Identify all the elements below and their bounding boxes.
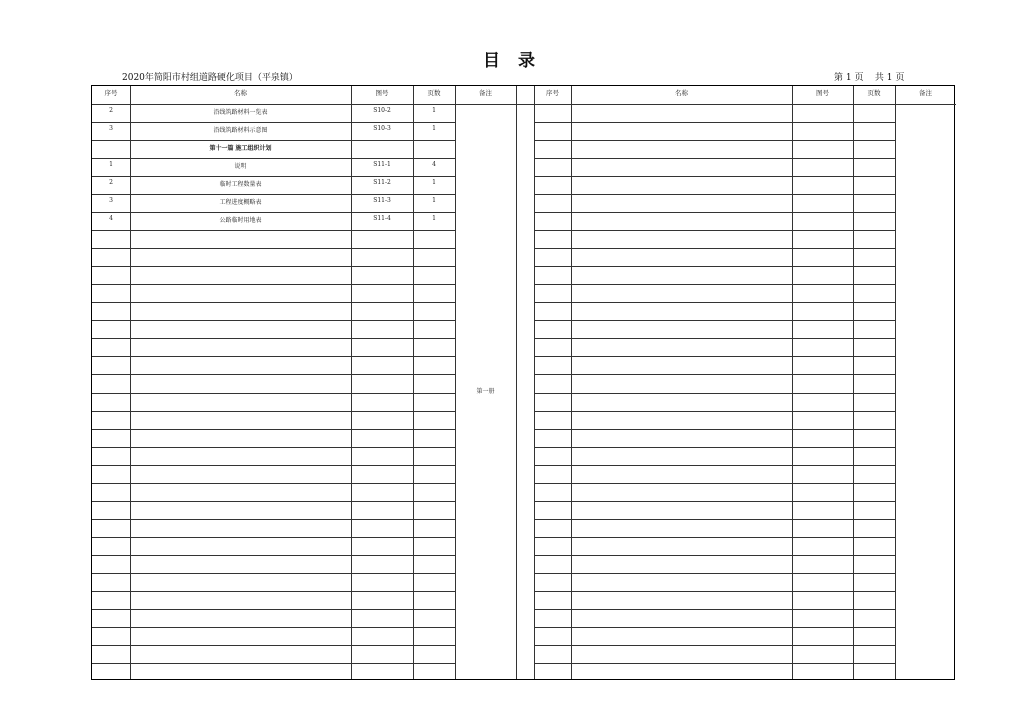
row-divider: [92, 411, 455, 412]
row-pages: 1: [432, 197, 436, 205]
row-drawing-no: S11-2: [373, 179, 391, 187]
page-title: 目 录: [483, 51, 541, 71]
row-seq: 1: [109, 161, 113, 169]
row-divider: [92, 248, 455, 249]
row-divider: [534, 609, 895, 610]
header-pages-right: 页数: [867, 89, 881, 97]
page-info: 第 1 页 共 1 页: [834, 73, 905, 83]
row-divider: [534, 212, 895, 213]
row-divider: [92, 465, 455, 466]
row-divider: [534, 447, 895, 448]
row-divider: [92, 447, 455, 448]
header-seq-right: 序号: [546, 89, 559, 97]
header-seq-left: 序号: [104, 89, 118, 97]
row-divider: [92, 609, 455, 610]
row-divider: [534, 266, 895, 267]
column-divider: [455, 86, 456, 679]
row-divider: [92, 591, 455, 592]
row-divider: [534, 158, 895, 159]
row-divider: [92, 483, 455, 484]
row-seq: 2: [109, 179, 113, 187]
row-pages: 1: [432, 179, 436, 187]
project-name: 2020年简阳市村组道路硬化项目（平泉镇）: [122, 73, 298, 83]
row-divider: [534, 393, 895, 394]
row-drawing-no: S11-4: [373, 215, 391, 223]
row-divider: [92, 284, 455, 285]
row-divider: [534, 627, 895, 628]
row-divider: [92, 393, 455, 394]
row-divider: [534, 320, 895, 321]
row-divider: [534, 645, 895, 646]
header-remark-left: 备注: [479, 89, 492, 97]
row-divider: [534, 501, 895, 502]
row-divider: [92, 573, 455, 574]
row-divider: [92, 627, 455, 628]
column-divider: [516, 86, 517, 679]
row-divider: [534, 248, 895, 249]
row-drawing-no: S10-2: [373, 107, 391, 114]
column-divider: [895, 86, 896, 679]
header-pages-left: 页数: [427, 89, 441, 97]
row-drawing-no: S10-3: [373, 125, 391, 133]
row-pages: 1: [432, 107, 436, 114]
row-drawing-no: S11-1: [373, 161, 391, 169]
row-divider: [534, 230, 895, 231]
volume-remark: 第一册: [476, 388, 495, 395]
row-divider: [92, 302, 455, 303]
row-divider: [534, 338, 895, 339]
row-divider: [92, 194, 455, 195]
row-divider: [92, 212, 455, 213]
header-remark-right: 备注: [919, 89, 932, 97]
header-name-right: 名称: [675, 89, 688, 97]
row-divider: [534, 194, 895, 195]
row-name: 工程进度概略表: [219, 199, 262, 207]
row-divider: [92, 158, 455, 159]
row-divider: [92, 663, 455, 664]
row-divider: [92, 555, 455, 556]
row-divider: [534, 284, 895, 285]
row-divider: [92, 230, 455, 231]
row-divider: [92, 429, 455, 430]
row-divider: [534, 374, 895, 375]
row-name: 沿线筑路材料一览表: [213, 109, 268, 116]
row-name: 临时工程数量表: [219, 181, 262, 189]
row-divider: [534, 356, 895, 357]
row-divider: [534, 302, 895, 303]
row-name: 公路临时用地表: [219, 217, 262, 225]
row-seq: 3: [109, 125, 113, 133]
row-divider: [92, 338, 455, 339]
row-pages: 4: [432, 161, 436, 169]
row-divider: [92, 501, 455, 502]
row-divider: [92, 266, 455, 267]
row-divider: [534, 411, 895, 412]
row-divider: [534, 465, 895, 466]
header-divider: [92, 104, 956, 105]
row-seq: 4: [109, 215, 113, 223]
row-name: 沿线筑路材料示意图: [213, 127, 268, 135]
row-name: 第十一篇 施工组织计划: [209, 145, 272, 153]
row-divider: [92, 176, 455, 177]
row-divider: [92, 537, 455, 538]
row-divider: [92, 645, 455, 646]
header-name-left: 名称: [234, 89, 247, 97]
row-divider: [92, 140, 455, 141]
row-divider: [92, 374, 455, 375]
catalog-table: [91, 85, 955, 680]
row-seq: 2: [109, 107, 113, 114]
row-divider: [92, 320, 455, 321]
header-drawing-no-left: 图号: [375, 89, 389, 97]
row-seq: 3: [109, 197, 113, 205]
row-divider: [534, 663, 895, 664]
header-drawing-no-right: 图号: [816, 89, 829, 97]
row-divider: [534, 555, 895, 556]
row-divider: [92, 356, 455, 357]
row-pages: 1: [432, 215, 436, 223]
row-divider: [534, 122, 895, 123]
row-divider: [534, 519, 895, 520]
row-divider: [534, 591, 895, 592]
row-pages: 1: [432, 125, 436, 133]
row-divider: [534, 140, 895, 141]
row-divider: [534, 537, 895, 538]
row-divider: [534, 573, 895, 574]
row-name: 说明: [234, 163, 247, 171]
row-drawing-no: S11-3: [373, 197, 391, 205]
row-divider: [534, 176, 895, 177]
row-divider: [92, 122, 455, 123]
row-divider: [92, 519, 455, 520]
row-divider: [534, 429, 895, 430]
row-divider: [534, 483, 895, 484]
